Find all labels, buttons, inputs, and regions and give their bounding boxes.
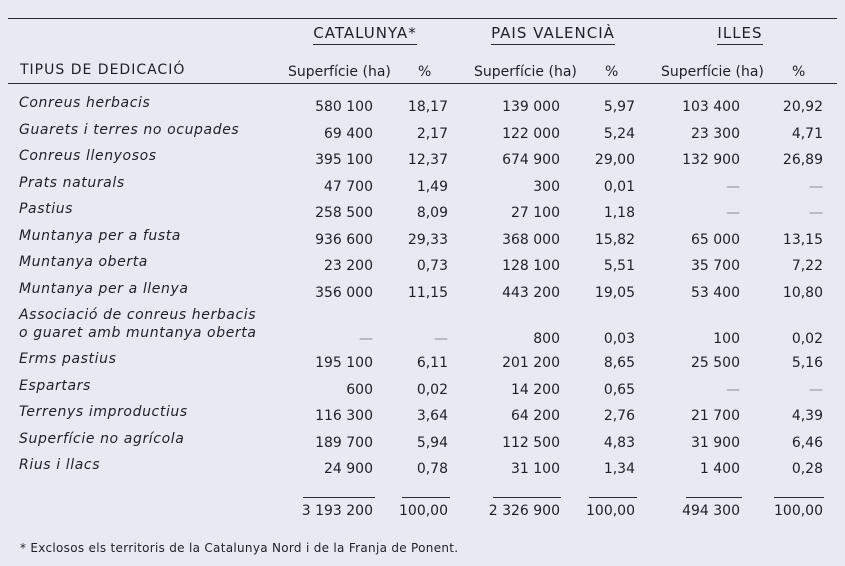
row-label: Espartars: [19, 377, 91, 394]
cell-val-ha: 300: [533, 178, 560, 195]
region-valencia-label: PAIS VALENCIÀ: [491, 24, 615, 45]
cell-cat-ha: 116 300: [315, 408, 373, 424]
pct-header-valencia: %: [605, 64, 619, 80]
area-header-valencia: Superfície (ha): [474, 64, 577, 80]
category-column-header: TIPUS DE DEDICACIÓ: [20, 62, 186, 78]
total-val-pct: 100,00: [586, 503, 635, 519]
row-label: Muntanya oberta: [19, 254, 148, 270]
cell-cat-ha: 69 400: [324, 125, 373, 142]
cell-ill-ha: 100: [713, 331, 740, 347]
cell-val-pct: 29,00: [594, 152, 635, 168]
cell-val-ha: 139 000: [502, 99, 560, 115]
cell-val-ha: 31 100: [511, 461, 560, 477]
region-header-catalunya: [295, 24, 435, 42]
cell-cat-ha: —: [359, 331, 373, 347]
cell-ill-pct: 7,22: [791, 258, 823, 274]
cell-val-ha: 112 500: [502, 434, 560, 451]
cell-cat-pct: 6,11: [416, 355, 448, 371]
total-ill-ha: 494 300: [682, 503, 740, 519]
cell-cat-pct: 18,17: [407, 99, 448, 115]
row-label: Associació de conreus herbacis: [19, 307, 257, 323]
cell-ill-ha: 21 700: [691, 408, 740, 424]
row-label: Pastius: [19, 201, 74, 217]
total-rule-val-pct: [589, 497, 637, 498]
total-rule-ill-pct: [774, 497, 824, 498]
pct-header-catalunya: %: [418, 64, 432, 80]
row-label: Prats naturals: [19, 174, 125, 191]
cell-cat-pct: 12,37: [407, 152, 448, 168]
row-label: Guarets i terres no ocupades: [19, 121, 240, 138]
cell-ill-pct: 20,92: [782, 99, 823, 115]
cell-val-ha: 122 000: [502, 125, 560, 142]
cell-cat-pct: 1,49: [416, 178, 448, 195]
total-val-ha: 2 326 900: [488, 503, 560, 519]
cell-cat-ha: 47 700: [324, 178, 373, 195]
cell-cat-ha: 580 100: [315, 99, 373, 115]
total-rule-cat-pct: [402, 497, 450, 498]
cell-val-ha: 128 100: [502, 258, 560, 274]
cell-ill-pct: 0,02: [791, 331, 823, 347]
cell-cat-pct: 0,78: [416, 461, 448, 477]
total-cat-ha: 3 193 200: [301, 503, 373, 519]
cell-val-pct: 4,83: [603, 434, 635, 451]
cell-val-ha: 27 100: [511, 205, 560, 221]
cell-cat-ha: 195 100: [315, 355, 373, 371]
cell-cat-ha: 258 500: [315, 205, 373, 221]
cell-cat-pct: 5,94: [416, 434, 448, 451]
row-label: Conreus herbacis: [19, 95, 151, 111]
cell-ill-ha: 53 400: [691, 284, 740, 301]
cell-val-pct: 5,51: [603, 258, 635, 274]
cell-ill-ha: 25 500: [691, 355, 740, 371]
total-rule-ill-ha: [686, 497, 742, 498]
total-ill-pct: 100,00: [774, 503, 823, 519]
cell-cat-pct: 11,15: [407, 284, 448, 301]
cell-cat-ha: 189 700: [315, 434, 373, 451]
cell-cat-pct: 29,33: [407, 231, 448, 248]
cell-cat-pct: 2,17: [416, 125, 448, 142]
row-label: Conreus llenyosos: [19, 148, 157, 164]
row-label: Muntanya per a llenya: [19, 280, 189, 297]
row-label: Erms pastius: [19, 351, 117, 367]
row-label-continued: o guaret amb muntanya oberta: [19, 325, 257, 341]
cell-ill-ha: 23 300: [691, 125, 740, 142]
top-rule: [8, 18, 837, 19]
cell-val-pct: 0,01: [603, 178, 635, 195]
cell-ill-pct: —: [809, 178, 823, 195]
cell-ill-pct: 6,46: [791, 434, 823, 451]
cell-cat-ha: 356 000: [315, 284, 373, 301]
cell-ill-pct: 4,71: [791, 125, 823, 142]
region-header-illes: [690, 24, 790, 42]
cell-cat-pct: 8,09: [416, 205, 448, 221]
cell-ill-pct: 13,15: [782, 231, 823, 248]
cell-cat-pct: 0,73: [416, 258, 448, 274]
cell-cat-pct: 0,02: [416, 381, 448, 398]
cell-val-pct: 1,34: [603, 461, 635, 477]
region-catalunya-label: CATALUNYA*: [313, 24, 416, 45]
cell-cat-pct: 3,64: [416, 408, 448, 424]
cell-val-pct: 8,65: [603, 355, 635, 371]
cell-cat-pct: —: [434, 331, 448, 347]
row-label: Muntanya per a fusta: [19, 227, 181, 244]
cell-ill-ha: —: [726, 178, 740, 195]
total-rule-cat-ha: [303, 497, 375, 498]
cell-ill-pct: —: [809, 381, 823, 398]
row-label: Terrenys improductius: [19, 404, 188, 420]
row-label: Superfície no agrícola: [19, 430, 185, 447]
cell-ill-pct: 26,89: [782, 152, 823, 168]
cell-val-pct: 19,05: [594, 284, 635, 301]
row-label: Rius i llacs: [19, 457, 101, 473]
cell-ill-pct: 10,80: [782, 284, 823, 301]
cell-cat-ha: 395 100: [315, 152, 373, 168]
region-illes-label: ILLES: [717, 24, 762, 45]
region-header-valencia: [478, 24, 628, 42]
cell-val-pct: 5,97: [603, 99, 635, 115]
cell-ill-ha: —: [726, 381, 740, 398]
pct-header-illes: %: [792, 64, 806, 80]
cell-ill-ha: —: [726, 205, 740, 221]
cell-val-pct: 0,65: [603, 381, 635, 398]
cell-val-pct: 15,82: [594, 231, 635, 248]
cell-val-pct: 2,76: [603, 408, 635, 424]
cell-ill-ha: 103 400: [682, 99, 740, 115]
cell-cat-ha: 936 600: [315, 231, 373, 248]
cell-val-pct: 5,24: [603, 125, 635, 142]
cell-val-pct: 0,03: [603, 331, 635, 347]
cell-val-ha: 201 200: [502, 355, 560, 371]
cell-ill-ha: 1 400: [699, 461, 740, 477]
area-header-catalunya: Superfície (ha): [288, 64, 391, 80]
cell-cat-ha: 600: [346, 381, 373, 398]
cell-val-pct: 1,18: [603, 205, 635, 221]
cell-ill-pct: —: [809, 205, 823, 221]
cell-ill-ha: 31 900: [691, 434, 740, 451]
header-rule: [8, 83, 837, 84]
cell-cat-ha: 23 200: [324, 258, 373, 274]
footnote: * Exclosos els territoris de la Catalunya Nord i de la Franja de Ponent.: [20, 541, 459, 555]
cell-ill-pct: 0,28: [791, 461, 823, 477]
cell-ill-ha: 132 900: [682, 152, 740, 168]
cell-cat-ha: 24 900: [324, 461, 373, 477]
cell-val-ha: 64 200: [511, 408, 560, 424]
cell-ill-ha: 65 000: [691, 231, 740, 248]
cell-ill-ha: 35 700: [691, 258, 740, 274]
cell-val-ha: 368 000: [502, 231, 560, 248]
total-cat-pct: 100,00: [399, 503, 448, 519]
area-header-illes: Superfície (ha): [661, 64, 764, 80]
cell-ill-pct: 4,39: [791, 408, 823, 424]
cell-ill-pct: 5,16: [791, 355, 823, 371]
cell-val-ha: 800: [533, 331, 560, 347]
total-rule-val-ha: [493, 497, 561, 498]
cell-val-ha: 674 900: [502, 152, 560, 168]
cell-val-ha: 14 200: [511, 381, 560, 398]
cell-val-ha: 443 200: [502, 284, 560, 301]
